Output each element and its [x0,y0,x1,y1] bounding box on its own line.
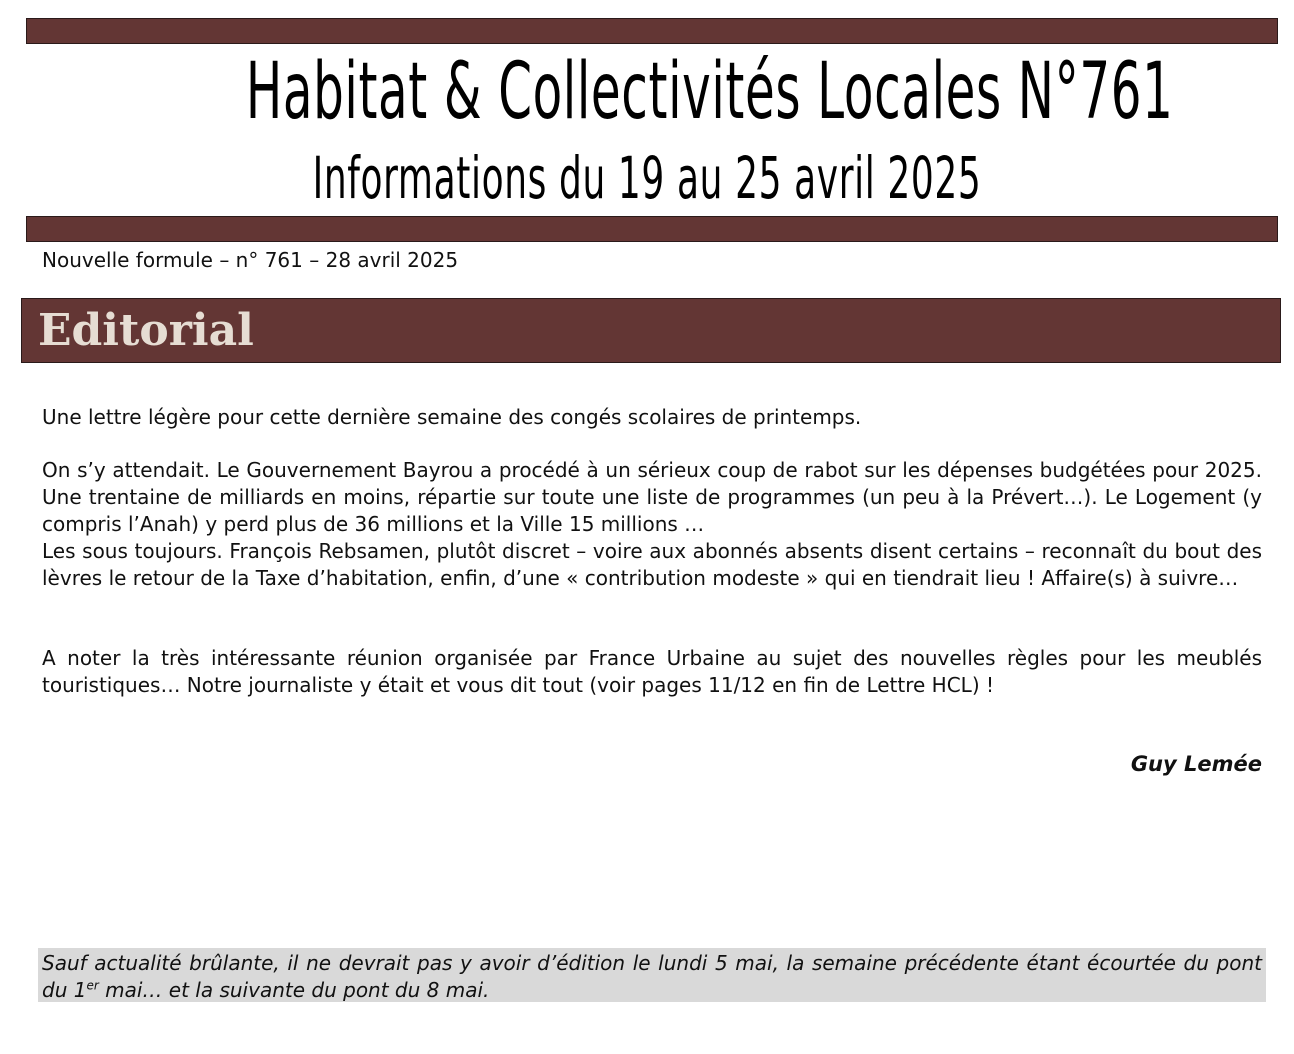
author-signature: Guy Lemée [1130,752,1262,776]
notice-text-part-2: mai… et la suivante du pont du 8 mai. [98,978,490,1002]
masthead-top-bar [26,18,1278,44]
notice-text [42,950,1262,1004]
notice-box [38,948,1266,1002]
editorial-paragraph-2 [42,457,1262,592]
section-heading: Editorial [38,305,254,356]
page-subtitle: Informations du 19 au 25 avril 2025 [312,144,982,212]
editorial-paragraph-2b: Les sous toujours. François Rebsamen, plutôt discret – voire aux abonnés absents disent certains – reconnaît du bout des lèvres le retour de la Taxe d’habitation, enfin, d’une « contribution modeste » qui en tiendrait lieu ! Affaire(s) à suivre… [42,539,1262,590]
issue-info: Nouvelle formule – n° 761 – 28 avril 2025 [42,248,459,272]
section-header-band [21,298,1281,363]
editorial-paragraph-2a: On s’y attendait. Le Gouvernement Bayrou a procédé à un sérieux coup de rabot sur les dépenses budgétées pour 2025. Une trentaine de milliards en moins, répartie sur toute une liste de programmes (un peu à la Prévert…). Le Logement (y compris l’Anah) y perd plus de 36 millions et la Ville 15 millions … [42,458,1262,536]
page-title: Habitat & Collectivités Locales N°761 [245,47,1174,137]
masthead-bottom-bar [26,216,1278,242]
editorial-paragraph-3: A noter la très intéressante réunion organisée par France Urbaine au sujet des nouvelles règles pour les meublés touristiques… Notre journaliste y était et vous dit tout (voir pages 11/12 en fin de Lettre HCL) ! [42,646,1262,697]
editorial-paragraph-1: Une lettre légère pour cette dernière semaine des congés scolaires de printemps. [42,405,862,429]
notice-text-part-1: Sauf actualité brûlante, il ne devrait pas y avoir d’édition le lundi 5 mai, la semaine précédente étant écourtée du pont du 1 [42,951,1262,1002]
notice-superscript: er [86,978,99,993]
